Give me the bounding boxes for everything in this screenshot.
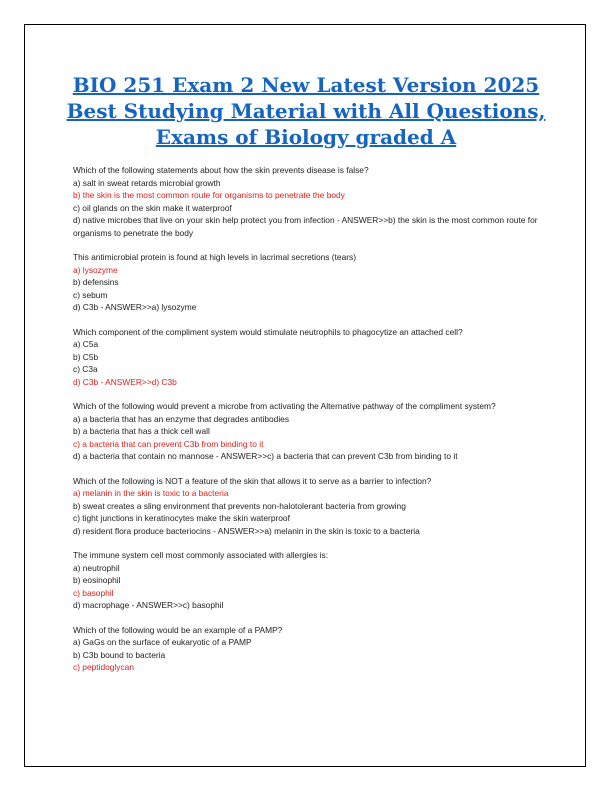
question-block <box>73 251 545 314</box>
question-block <box>73 326 545 389</box>
question-stem: Which of the following statements about how the skin prevents disease is false? <box>73 165 369 175</box>
answer-option: d) macrophage - ANSWER>>c) basophil <box>73 600 224 610</box>
answer-option: b) defensins <box>73 277 119 287</box>
answer-option: d) resident flora produce bacteriocins - ANSWER>>a) melanin in the skin is toxic to a bacteria <box>73 525 420 536</box>
question-stem: Which of the following would be an example of a PAMP? <box>73 624 283 635</box>
answer-option: d) a bacteria that contain no mannose - ANSWER>>c) a bacteria that can prevent C3b from binding to it <box>73 451 458 461</box>
correct-answer-option: c) peptidoglycan <box>73 662 134 672</box>
question-block <box>73 475 545 538</box>
answer-option: c) sebum <box>73 289 108 300</box>
document-title: BIO 251 Exam 2 New Latest Version 2025 Best Studying Material with All Questions, Exams of Biology graded A <box>66 73 546 149</box>
question-stem: Which of the following would prevent a microbe from activating the Alternative pathway of the compliment system? <box>73 401 496 411</box>
answer-option: b) a bacteria that has a thick cell wall <box>73 426 210 436</box>
correct-answer-option: a) melanin in the skin is toxic to a bacteria <box>73 488 229 498</box>
question-stem: This antimicrobial protein is found at high levels in lacrimal secretions (tears) <box>73 252 357 262</box>
question-block <box>73 549 545 612</box>
answer-option: a) C5a <box>73 339 99 349</box>
answer-option: d) C3b - ANSWER>>a) lysozyme <box>73 302 197 312</box>
answer-option: c) oil glands on the skin make it waterproof <box>73 202 232 213</box>
correct-answer-option: d) C3b - ANSWER>>d) C3b <box>73 376 177 387</box>
answer-option: c) C3a <box>73 364 98 374</box>
answer-option: a) salt in sweat retards microbial growth <box>73 177 221 188</box>
answer-option: b) C5b <box>73 351 99 362</box>
answer-option: b) C3b bound to bacteria <box>73 649 166 660</box>
answer-option: b) sweat creates a sling environment that prevents non-halotolerant bacteria from growing <box>73 500 406 511</box>
question-stem: The immune system cell most commonly associated with allergies is: <box>73 550 329 560</box>
correct-answer-option: b) the skin is the most common route for organisms to penetrate the body <box>73 190 345 200</box>
correct-answer-option: c) a bacteria that can prevent C3b from binding to it <box>73 438 264 449</box>
answer-option: b) eosinophil <box>73 575 121 585</box>
answer-option: a) neutrophil <box>73 562 120 573</box>
question-block <box>73 164 545 239</box>
question-block <box>73 400 545 463</box>
question-list <box>73 164 545 686</box>
question-stem: Which of the following is NOT a feature of the skin that allows it to serve as a barrier to infection? <box>73 475 432 486</box>
answer-option: a) a bacteria that has an enzyme that degrades antibodies <box>73 413 290 424</box>
question-stem: Which component of the compliment system would stimulate neutrophils to phagocytize an attached cell? <box>73 326 463 337</box>
correct-answer-option: c) basophil <box>73 587 114 598</box>
question-block <box>73 624 545 674</box>
answer-option: c) tight junctions in keratinocytes make the skin waterproof <box>73 513 290 523</box>
correct-answer-option: a) lysozyme <box>73 264 118 275</box>
answer-option: d) native microbes that live on your skin help protect you from infection - ANSWER>>b) the skin is the most common route for organisms to penetrate the body <box>73 215 538 238</box>
answer-option: a) GaGs on the surface of eukaryotic of a PAMP <box>73 637 252 647</box>
